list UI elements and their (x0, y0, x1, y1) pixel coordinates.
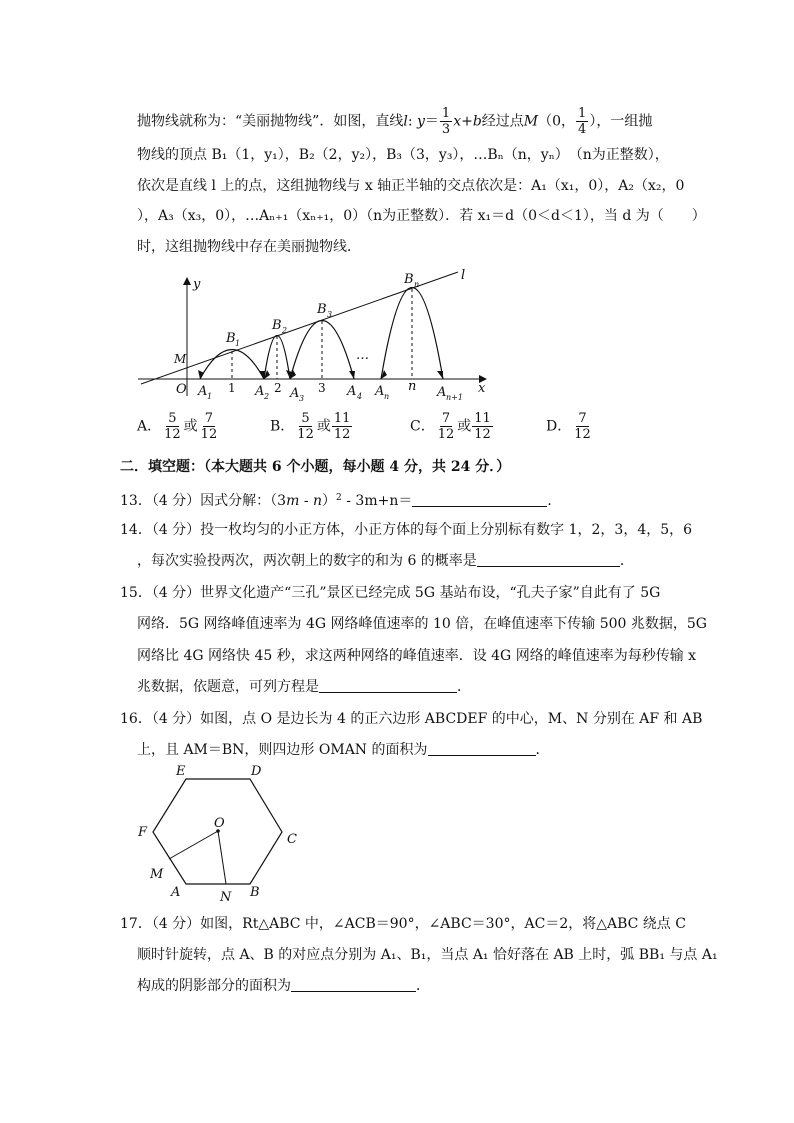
label-a1-sub: 1 (207, 392, 213, 401)
q17-answer-blank[interactable] (291, 977, 416, 992)
label-a3-sub: 3 (299, 394, 305, 403)
label-b3-sub: 3 (327, 310, 333, 319)
q15-line-4: 兆数据，依题意，可列方程是 ． (137, 679, 471, 695)
y-axis-label: y (193, 277, 201, 292)
vertex-b: B (250, 885, 260, 900)
q12-line-3: 依次是直线 l 上的点，这组抛物线与 x 轴正半轴的交点依次是：A₁（x₁，0），A₂（x₂，0 (137, 178, 685, 194)
q12-line-1: 抛物线就称为：“美丽抛物线”．如图，直线l: y＝ $\frac{1}{3}$ x+b经过点M（0， $\frac{1}{4}$ ），一组抛 (137, 106, 653, 137)
label-b1-sub: 1 (235, 339, 241, 348)
q14-line-2: ，每次实验投两次，两次朝上的数字的和为 6 的概率是 ． (137, 553, 634, 569)
q16-line-1: 16．（4 分）如图，点 O 是边长为 4 的正六边形 ABCDEF 的中心，M、N 分别在 AF 和 AB (120, 711, 703, 727)
label-b1: B (226, 331, 236, 346)
vertex-e: E (176, 764, 186, 779)
q15-line-2: 网络．5G 网络峰值速率为 4G 网络峰值速率的 10 倍，在峰值速率下传输 500 兆数据，5G (137, 616, 707, 632)
tick-2: 2 (274, 381, 282, 395)
label-bn: B (404, 272, 414, 287)
tick-n: n (408, 379, 417, 394)
q17-line-2: 顺时针旋转，点 A、B 的对应点分别为 A₁、B₁，当点 A₁ 恰好落在 AB 上时，弧 BB₁ 与点 A₁ (137, 947, 718, 963)
q15-line-3: 网络比 4G 网络快 45 秒，求这两种网络的峰值速率．设 4G 网络的峰值速率为每秒传输 x (137, 648, 697, 664)
label-a4-sub: 4 (357, 392, 363, 401)
label-a2: A (255, 384, 265, 399)
tick-3: 3 (318, 381, 326, 395)
origin-label: O (176, 382, 187, 397)
label-a1: A (198, 384, 208, 399)
label-an-sub: n (384, 392, 390, 401)
q13: 13．（4 分）因式分解：（3m - n）$^2$ - 3m+n＝ ． (120, 493, 562, 509)
tick-1: 1 (228, 381, 236, 395)
label-an: A (375, 384, 385, 399)
q12-line-5: 时，这组抛物线中存在美丽抛物线． (137, 239, 361, 255)
q12-line-4: ），A₃（x₃，0），…Aₙ₊₁（xₙ₊₁，0）（n为正整数）．若 x₁＝d（0＜d＜1），当 d 为（ ） (137, 208, 706, 224)
center-o: O (214, 816, 225, 831)
ellipsis: … (356, 348, 369, 363)
label-an1-sub: n+1 (446, 393, 463, 402)
point-n: N (220, 890, 232, 905)
fraction-one-quarter: $\frac{1}{4}$ (578, 106, 587, 137)
label-bn-sub: n (414, 280, 420, 289)
q16-line-2: 上，且 AM＝BN，则四边形 OMAN 的面积为 ． (137, 742, 550, 758)
vertex-f: F (138, 825, 148, 840)
fraction-one-third: $\frac{1}{3}$ (441, 106, 451, 137)
option-b[interactable]: B． $\frac{5}{12}$ 或 $\frac{11}{12}$ (270, 411, 351, 442)
label-b2-sub: 2 (282, 326, 288, 335)
point-m: M (150, 867, 164, 882)
vertex-a: A (171, 885, 181, 900)
x-axis-label: x (478, 381, 486, 396)
label-b2: B (272, 318, 282, 333)
q17-line-1: 17．（4 分）如图，Rt△ABC 中，∠ACB＝90°，∠ABC＝30°，AC＝2，将△ABC 绕点 C (120, 916, 686, 932)
label-an1: A (437, 385, 447, 400)
label-a2-sub: 2 (264, 392, 270, 401)
segment-om (169, 831, 218, 859)
option-d[interactable]: D． $\frac{7}{12}$ (546, 411, 591, 442)
label-b3: B (317, 302, 327, 317)
segment-on (218, 831, 226, 884)
q12-line-2: 物线的顶点 B₁（1，y₁），B₂（2，y₂），B₃（3，y₃），…Bₙ（n，yₙ） （n为正整数）， (137, 147, 669, 163)
vertex-c: C (287, 832, 297, 847)
vertex-d: D (251, 764, 262, 779)
q17-line-3: 构成的阴影部分的面积为 ． (137, 978, 430, 994)
label-a3: A (290, 386, 300, 401)
option-a[interactable]: A． $\frac{5}{12}$ 或 $\frac{7}{12}$ (137, 411, 218, 442)
section-header: 二．填空题：（本大题共 6 个小题，每小题 4 分，共 24 分．） (120, 459, 511, 475)
option-c[interactable]: C． $\frac{7}{12}$ 或 $\frac{11}{12}$ (410, 411, 491, 442)
q15-line-1: 15．（4 分）世界文化遗产“三孔”景区已经完成 5G 基站布设，“孔夫子家”自此有了 5G (120, 585, 661, 601)
line-l-label: l (461, 268, 466, 283)
point-m-label: M (174, 352, 187, 366)
label-a4: A (347, 384, 357, 399)
q14-line-1: 14．（4 分）投一枚均匀的小正方体，小正方体的每个面上分别标有数字 1，2，3，4，5，6 (120, 522, 693, 538)
